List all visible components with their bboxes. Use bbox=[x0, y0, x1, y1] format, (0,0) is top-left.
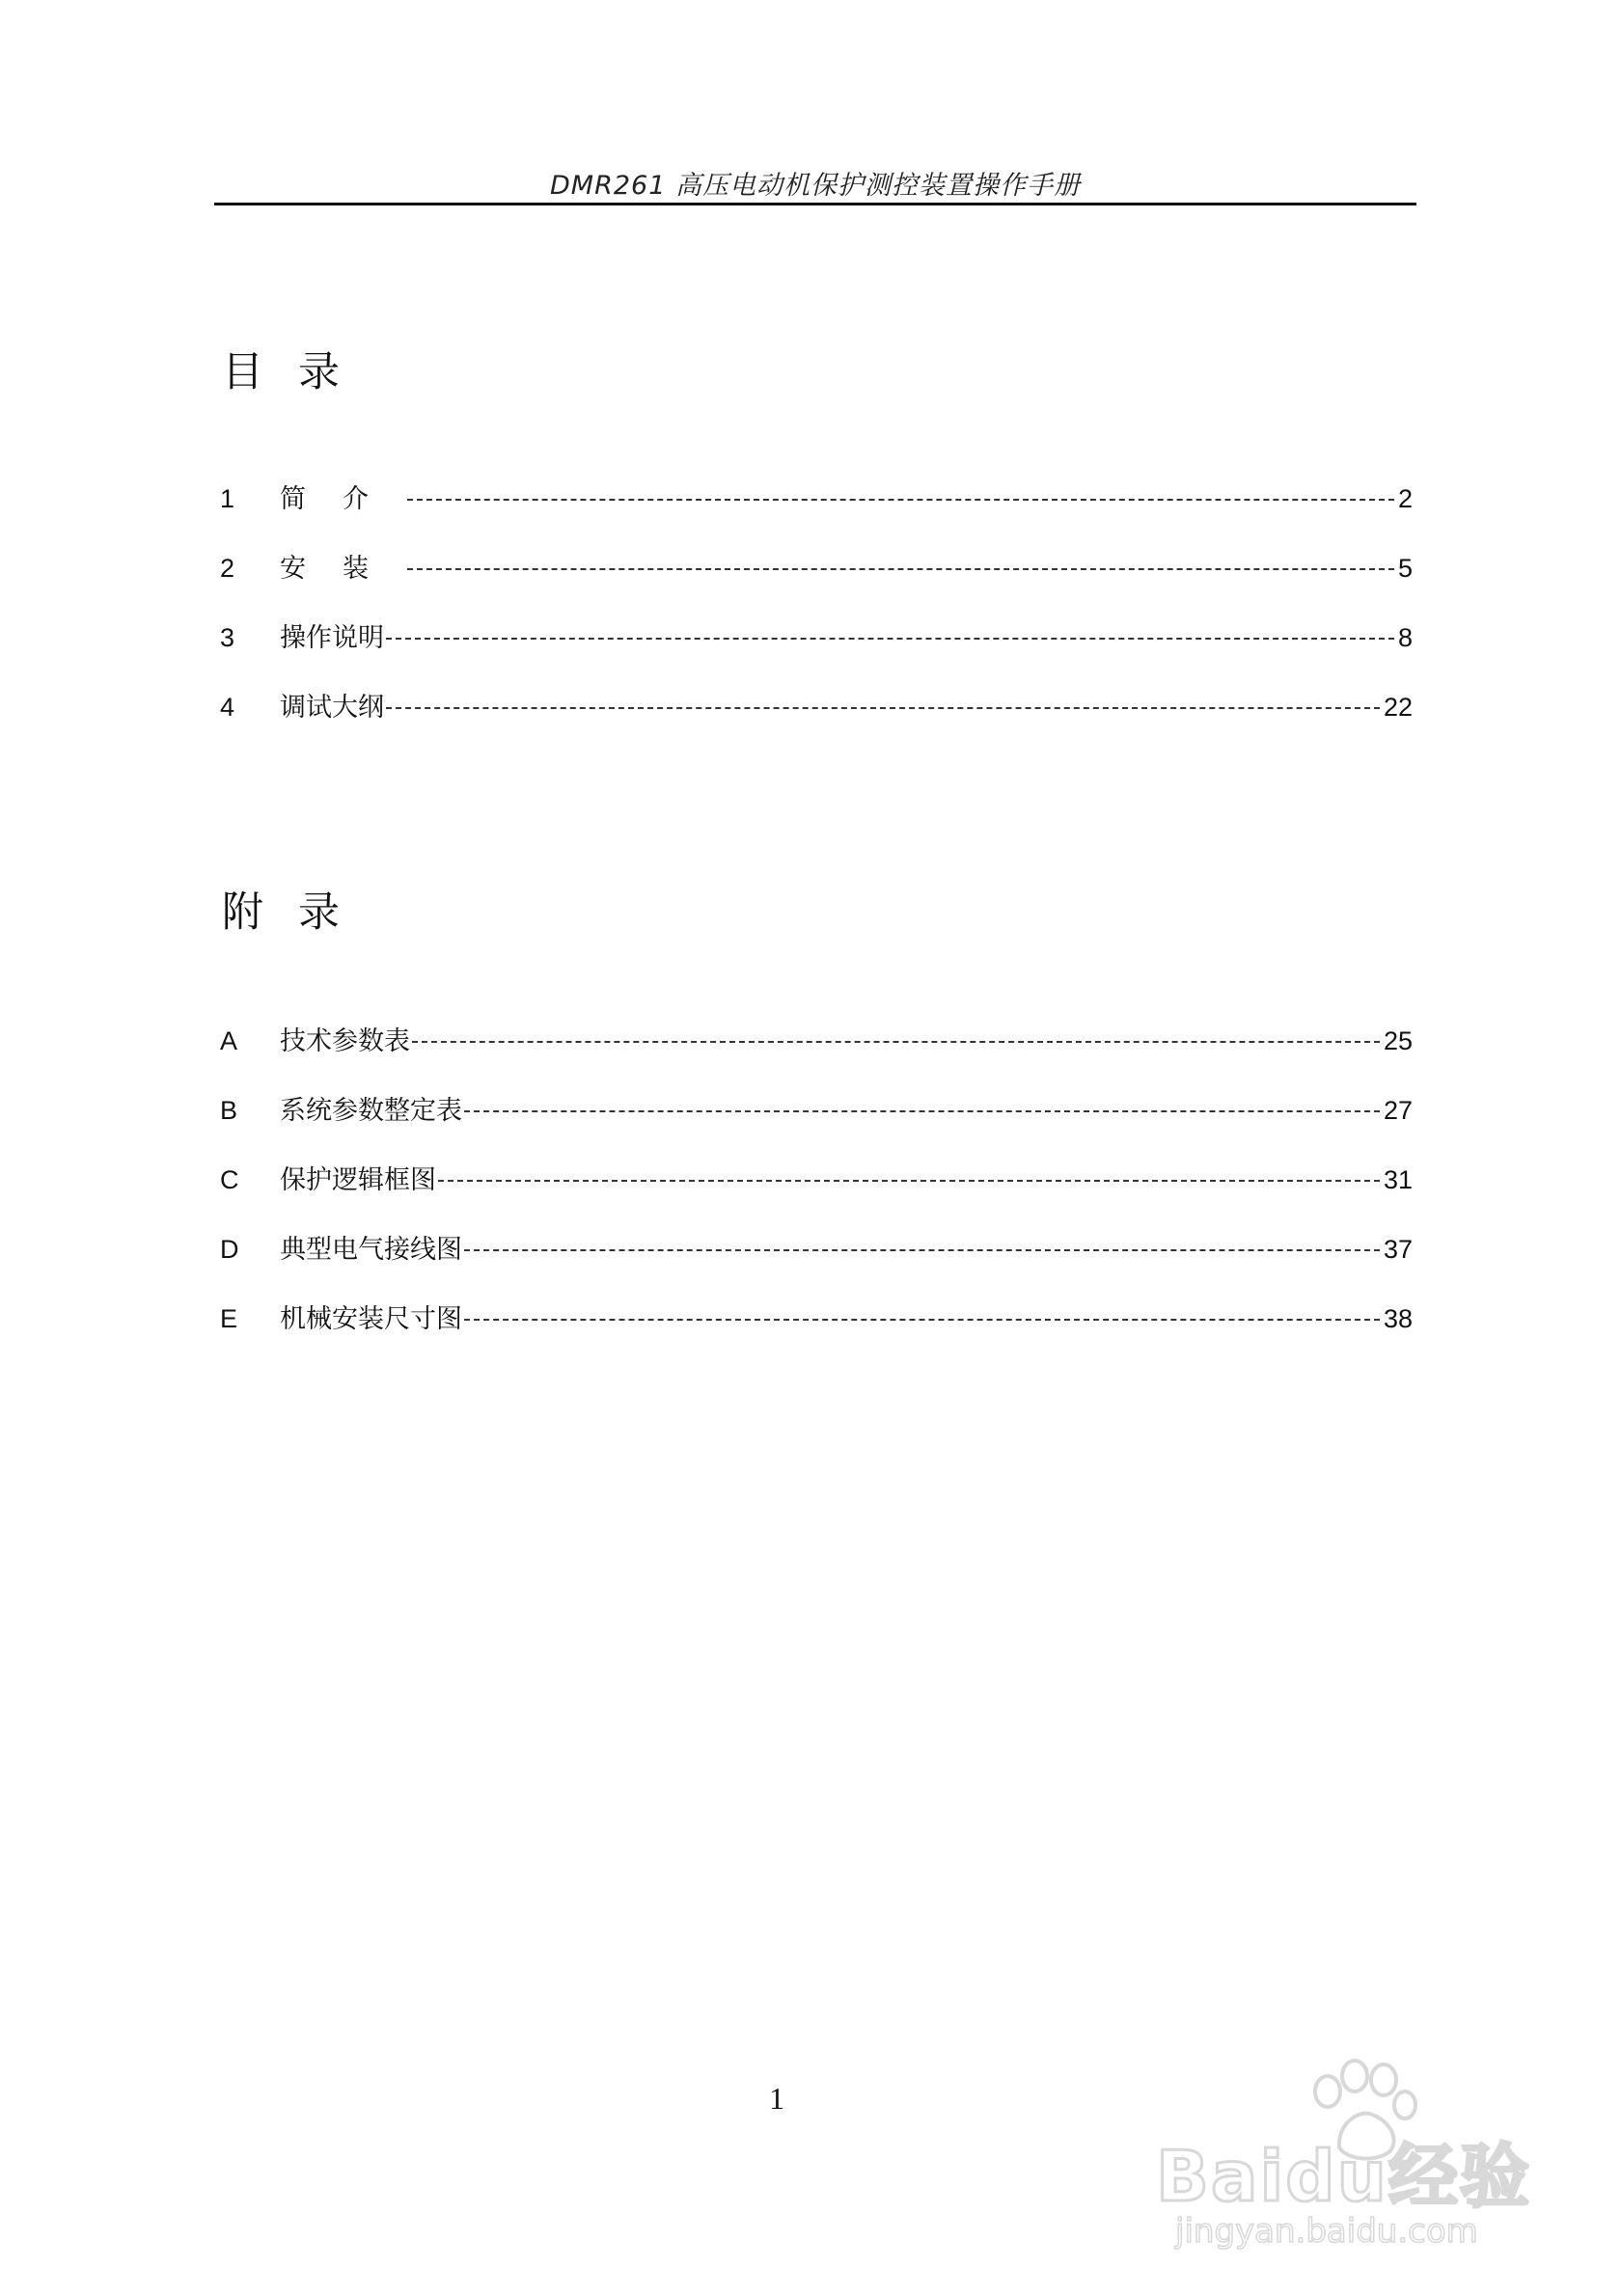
dot-leader bbox=[386, 707, 1380, 709]
contents-heading: 目录 bbox=[222, 348, 374, 396]
appendix-entry-page: 38 bbox=[1383, 1303, 1413, 1333]
appendix-entry-label: 技术参数表 bbox=[280, 1025, 410, 1056]
appendix-heading: 附录 bbox=[222, 888, 374, 937]
dot-leader bbox=[464, 1249, 1380, 1251]
appendix-entry-page: 27 bbox=[1383, 1095, 1413, 1125]
toc-entry[interactable] bbox=[220, 672, 1413, 742]
dot-leader bbox=[464, 1319, 1380, 1321]
appendix-entry-page: 37 bbox=[1383, 1234, 1413, 1264]
toc-entry[interactable] bbox=[220, 533, 1413, 603]
appendix-entry-letter: C bbox=[220, 1164, 239, 1194]
dot-leader bbox=[407, 568, 1394, 570]
toc-entry-page: 5 bbox=[1397, 553, 1413, 583]
appendix-entry[interactable] bbox=[220, 1006, 1413, 1076]
appendix-entry[interactable] bbox=[220, 1076, 1413, 1145]
dot-leader bbox=[438, 1180, 1380, 1182]
dot-leader bbox=[407, 499, 1394, 501]
appendix-entry-letter: B bbox=[220, 1095, 238, 1125]
appendix-entry-label: 保护逻辑框图 bbox=[280, 1164, 436, 1195]
toc-entry-label: 操作说明 bbox=[280, 622, 384, 653]
page-number: 1 bbox=[769, 2081, 784, 2116]
appendix-entry-label: 机械安装尺寸图 bbox=[280, 1303, 462, 1334]
toc-entry-page: 22 bbox=[1383, 692, 1413, 722]
appendix-entry[interactable] bbox=[220, 1215, 1413, 1284]
running-header-title: DMR261 高压电动机保护测控装置操作手册 bbox=[550, 171, 1081, 201]
toc-entry-label: 安装 bbox=[280, 553, 405, 584]
toc-entry-label: 调试大纲 bbox=[280, 692, 384, 723]
header-rule bbox=[214, 203, 1416, 205]
appendix-entry[interactable] bbox=[220, 1145, 1413, 1215]
appendix-entry-label: 典型电气接线图 bbox=[280, 1234, 462, 1265]
appendix-list bbox=[220, 1006, 1413, 1353]
contents-list bbox=[220, 464, 1413, 742]
toc-entry[interactable] bbox=[220, 464, 1413, 533]
toc-entry-number: 2 bbox=[220, 553, 235, 583]
appendix-entry-page: 25 bbox=[1383, 1025, 1413, 1055]
toc-entry-page: 8 bbox=[1397, 622, 1413, 652]
toc-entry[interactable] bbox=[220, 603, 1413, 672]
dot-leader bbox=[412, 1041, 1380, 1043]
baidu-watermark bbox=[1156, 2053, 1590, 2255]
dot-leader bbox=[386, 638, 1394, 640]
appendix-entry-page: 31 bbox=[1383, 1164, 1413, 1194]
appendix-entry-letter: E bbox=[220, 1303, 238, 1333]
appendix-entry-letter: A bbox=[220, 1025, 238, 1055]
appendix-entry[interactable] bbox=[220, 1284, 1413, 1353]
dot-leader bbox=[464, 1110, 1380, 1112]
appendix-entry-letter: D bbox=[220, 1234, 239, 1264]
toc-entry-label: 简介 bbox=[280, 483, 405, 514]
watermark-brand: Baidu经验 bbox=[1156, 2136, 1531, 2217]
toc-entry-number: 3 bbox=[220, 622, 235, 652]
toc-entry-number: 4 bbox=[220, 692, 235, 722]
toc-entry-page: 2 bbox=[1397, 483, 1413, 513]
watermark-url: jingyan.baidu.com bbox=[1175, 2212, 1478, 2251]
toc-entry-number: 1 bbox=[220, 483, 235, 513]
appendix-entry-label: 系统参数整定表 bbox=[280, 1095, 462, 1126]
